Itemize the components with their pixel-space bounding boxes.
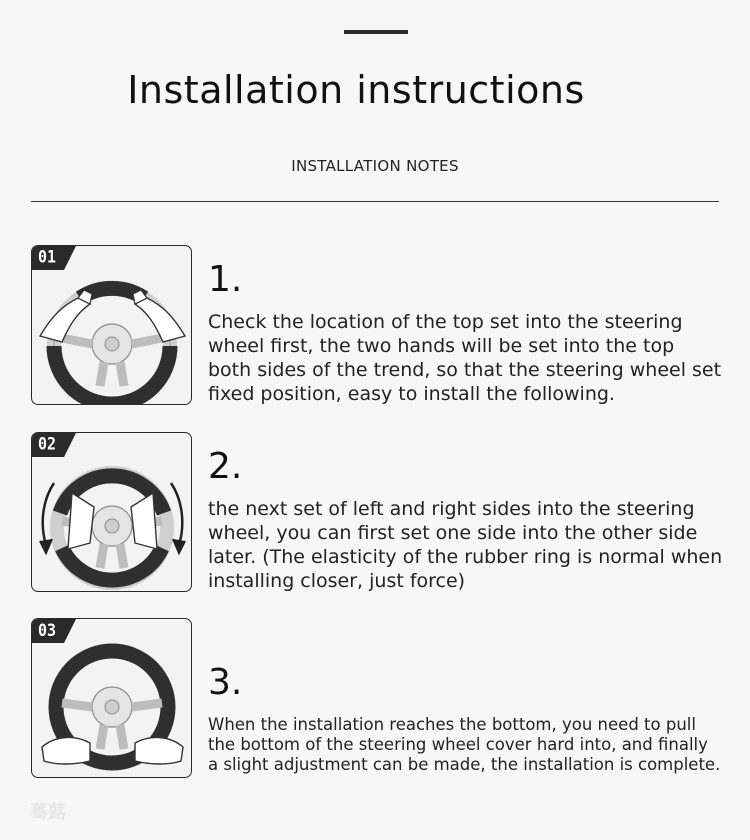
header-divider xyxy=(31,201,719,202)
step-3 xyxy=(0,618,750,783)
page-subtitle: INSTALLATION NOTES xyxy=(291,157,459,175)
step-1 xyxy=(0,245,750,410)
step-1-number: 1. xyxy=(208,259,243,300)
step-1-illustration xyxy=(31,245,192,405)
step-3-illustration xyxy=(31,618,192,778)
step-2 xyxy=(0,432,750,597)
step-3-badge: 03 xyxy=(38,619,57,641)
step-1-badge: 01 xyxy=(38,246,57,268)
step-3-text: When the installation reaches the bottom, you need to pull the bottom of the steering wheel cover hard into, and finally a slight adjustment can be made, the installation is complete. xyxy=(208,715,721,774)
step-2-illustration xyxy=(31,432,192,592)
step-2-badge: 02 xyxy=(38,433,57,455)
step-1-text: Check the location of the top set into the steering wheel first, the two hands will be set into the top both sides of the trend, so that the steering wheel set fixed position, easy to install the following. xyxy=(208,311,722,405)
watermark: 蓦蕗 xyxy=(30,802,66,823)
step-2-text: the next set of left and right sides into the steering wheel, you can first set one side into the other side later. (The elasticity of the rubber ring is normal when installing closer, just force) xyxy=(208,498,723,592)
step-2-number: 2. xyxy=(208,446,243,487)
step-3-number: 3. xyxy=(208,662,243,703)
page-title: Installation instructions xyxy=(127,68,585,112)
header-accent-bar xyxy=(344,30,408,34)
